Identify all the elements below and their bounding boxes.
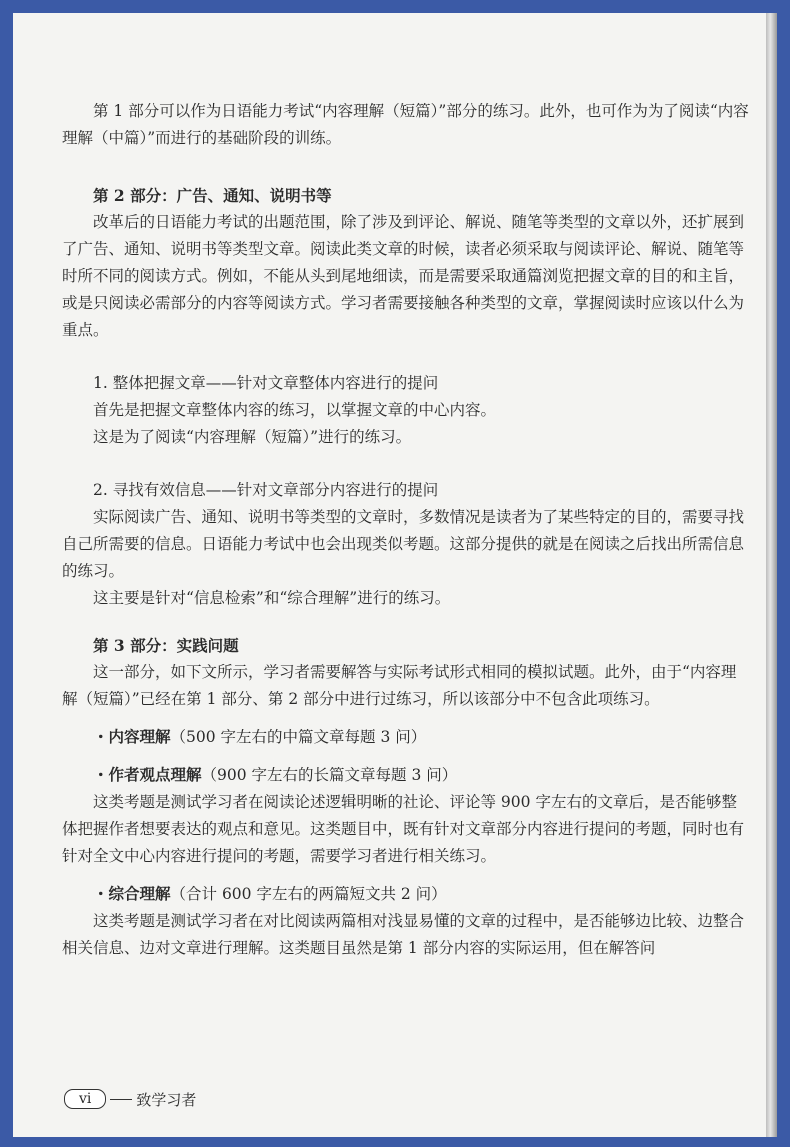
- item2-body: 实际阅读广告、通知、说明书等类型的文章时，多数情况是读者为了某些特定的目的，需要寻找自己所需要的信息。日语能力考试中也会出现类似考题。这部分提供的就是在阅读之后找出所需信息的练习。: [62, 508, 745, 580]
- page-content: [62, 98, 750, 962]
- footer-dash: [110, 1099, 132, 1100]
- item1-line1: 首先是把握文章整体内容的练习，以掌握文章的中心内容。: [93, 401, 497, 419]
- bullet2-note: （900 字左右的长篇文章每题 3 问）: [201, 766, 458, 784]
- bullet2-body: 这类考题是测试学习者在阅读论述逻辑明晰的社论、评论等 900 字左右的文章后，是否能够整体把握作者想要表达的观点和意见。这类题目中，既有针对文章部分内容进行提问的考题，同时也有针对全文中心内容进行提问的考题，需要学习者进行相关练习。: [62, 793, 745, 865]
- heading-part3: 第 3 部分：实践问题: [93, 636, 239, 655]
- paragraph-part3: 这一部分，如下文所示，学习者需要解答与实际考试形式相同的模拟试题。此外，由于“内容理解（短篇）”已经在第 1 部分、第 2 部分中进行过练习，所以该部分中不包含此项练习。: [62, 663, 737, 708]
- bullet-integrated: [62, 880, 750, 908]
- paragraph-part1: 第 1 部分可以作为日语能力考试“内容理解（短篇）”部分的练习。此外，也可作为为了阅读“内容理解（中篇）”而进行的基础阶段的训练。: [62, 102, 749, 147]
- bullet1-note: （500 字左右的中篇文章每题 3 问）: [170, 728, 427, 746]
- item2-line2: 这主要是针对“信息检索”和“综合理解”进行的练习。: [93, 589, 451, 607]
- item2-title: 2. 寻找有效信息——针对文章部分内容进行的提问: [93, 481, 439, 499]
- bullet3-name: ・综合理解: [93, 884, 171, 903]
- book-spine: [766, 13, 777, 1137]
- item1-title: 1. 整体把握文章——针对文章整体内容进行的提问: [93, 374, 439, 392]
- bullet-author-view: [62, 761, 750, 789]
- item1-line2: 这是为了阅读“内容理解（短篇）”进行的练习。: [93, 428, 412, 446]
- footer-title: 致学习者: [136, 1090, 197, 1109]
- bullet-content-understanding: [62, 723, 750, 751]
- bullet3-note: （合计 600 字左右的两篇短文共 2 问）: [170, 885, 447, 903]
- page-footer: [64, 1088, 196, 1110]
- bullet2-name: ・作者观点理解: [93, 765, 202, 784]
- page-number: vi: [64, 1089, 106, 1109]
- bullet1-name: ・内容理解: [93, 727, 171, 746]
- paragraph-part2: 改革后的日语能力考试的出题范围，除了涉及到评论、解说、随笔等类型的文章以外，还扩展到了广告、通知、说明书等类型文章。阅读此类文章的时候，读者必须采取与阅读评论、解说、随笔等时所不同的阅读方式。例如，不能从头到尾地细读，而是需要采取通篇浏览把握文章的目的和主旨，或是只阅读必需部分的内容等阅读方式。学习者需要接触各种类型的文章，掌握阅读时应该以什么为重点。: [62, 213, 745, 339]
- heading-part2: 第 2 部分：广告、通知、说明书等: [93, 186, 332, 205]
- bullet3-body: 这类考题是测试学习者在对比阅读两篇相对浅显易懂的文章的过程中，是否能够边比较、边整合相关信息、边对文章进行理解。这类题目虽然是第 1 部分内容的实际运用，但在解答问: [62, 912, 745, 957]
